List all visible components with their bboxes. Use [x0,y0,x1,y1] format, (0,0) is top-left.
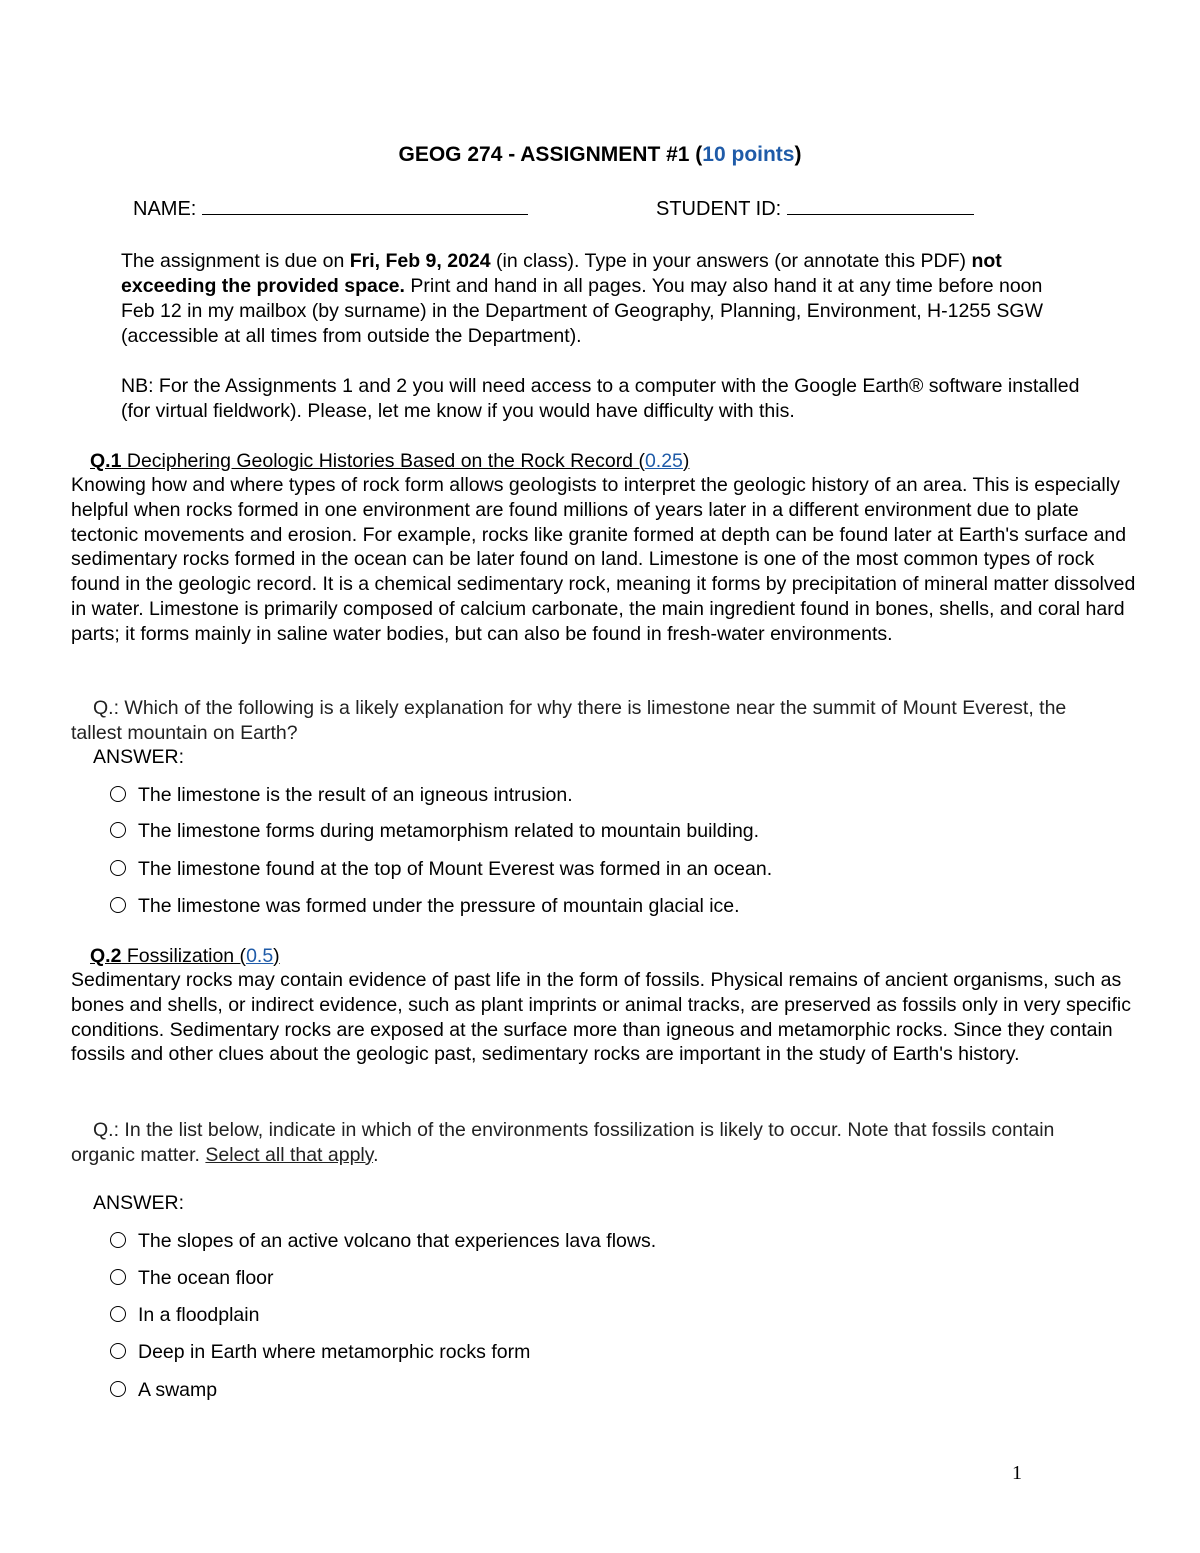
option-label: A swamp [138,1379,218,1401]
option-label: The limestone was formed under the pressure of mountain glacial ice. [138,895,740,917]
student-id-label: STUDENT ID: [656,198,782,220]
q1-title: Deciphering Geologic Histories Based on the Rock Record ( [121,450,645,472]
q1-question [71,696,1071,746]
radio-icon[interactable] [110,860,126,876]
intro-emphasis: not exceeding the provided space. [121,250,1002,297]
q1-heading [90,449,689,473]
q1-number: Q.1 [90,450,122,472]
q1-answer-label: ANSWER: [93,746,185,768]
radio-icon[interactable] [110,1381,126,1397]
page-title [0,143,1200,167]
intro-paragraph [121,249,1081,349]
q2-option-2[interactable] [110,1266,274,1290]
q2-question-text: Q.: In the list below, indicate in which of the environments fossilization is likely to occur. Note that fossils contain organic matter. [71,1119,1055,1166]
option-label: The limestone found at the top of Mount Everest was formed in an ocean. [138,858,773,880]
title-close: ) [794,143,802,166]
q1-question-text: Q.: Which of the following is a likely explanation for why there is limestone near the summit of Mount Everest, the tallest mountain on Earth? [71,697,1067,744]
q2-points: 0.5 [246,945,274,967]
q2-title: Fossilization ( [121,945,247,967]
radio-icon[interactable] [110,822,126,838]
q2-option-3[interactable] [110,1303,259,1327]
option-label: The limestone forms during metamorphism related to mountain building. [138,820,760,842]
student-id-field[interactable] [656,196,974,221]
q1-option-3[interactable] [110,857,772,881]
nb-paragraph: NB: For the Assignments 1 and 2 you will need access to a computer with the Google Earth® software installed (for virtual fieldwork). Please, let me know if you would have difficulty with this. [121,375,1080,422]
select-all-note: Select all that apply [205,1143,374,1166]
q2-question-end: . [373,1143,379,1166]
option-label: The limestone is the result of an igneous intrusion. [138,784,573,806]
q2-option-4[interactable] [110,1340,530,1364]
option-label: The slopes of an active volcano that experiences lava flows. [138,1230,657,1252]
intro-text-c: Print and hand in all pages. You may also hand it at any time before noon Feb 12 in my mailbox (by surname) in the Department of Geography, Planning, Environment, H-1255 SGW (accessible at all times from outside the Department). [121,275,1043,347]
q2-option-5[interactable] [110,1378,217,1402]
q2-body: Sedimentary rocks may contain evidence of past life in the form of fossils. Physical remains of ancient organisms, such as bones and shells, or indirect evidence, such as plant imprints or animal tracks, are preserved as fossils only in very specific conditions. Sedimentary rocks are exposed at the surface more than igneous and metamorphic rocks. Since they contain fossils and other clues about the geologic past, sedimentary rocks are important in the study of Earth's history. [71,969,1131,1066]
name-label: NAME: [133,198,197,220]
q2-question [71,1118,1121,1168]
option-label: Deep in Earth where metamorphic rocks form [138,1341,531,1363]
q1-option-1[interactable] [110,783,573,807]
q1-body: Knowing how and where types of rock form allows geologists to interpret the geologic history of an area. This is especially helpful when rocks formed in one environment are found millions of years later in a different environment due to plate tectonic movements and erosion. For example, rocks like granite formed at depth can be found later at Earth's surface and sedimentary rocks formed in the ocean can be later found on land. Limestone is one of the most common types of rock found in the geologic record. It is a chemical sedimentary rock, meaning it forms by precipitation of mineral matter dissolved in water. Limestone is primarily composed of calcium carbonate, the main ingredient found in bones, shells, and coral hard parts; it forms mainly in saline water bodies, but can also be found in fresh-water environments. [71,474,1136,645]
page-number: 1 [1012,1462,1022,1484]
option-label: The ocean floor [138,1267,274,1289]
q1-option-2[interactable] [110,819,759,843]
radio-icon[interactable] [110,1343,126,1359]
radio-icon[interactable] [110,1269,126,1285]
intro-text-b: (in class). Type in your answers (or annotate this PDF) [490,250,972,272]
q1-close: ) [682,450,690,472]
q2-option-1[interactable] [110,1229,656,1253]
q2-heading [90,944,280,968]
q1-points: 0.25 [644,450,683,472]
radio-icon[interactable] [110,897,126,913]
title-text: GEOG 274 - ASSIGNMENT #1 ( [398,143,703,166]
student-id-blank[interactable] [787,196,974,215]
option-label: In a floodplain [138,1304,260,1326]
q1-option-4[interactable] [110,894,740,918]
radio-icon[interactable] [110,1232,126,1248]
q2-answer-label: ANSWER: [93,1192,185,1214]
intro-text-a: The assignment is due on [121,250,350,272]
name-blank[interactable] [202,196,528,215]
due-date: Fri, Feb 9, 2024 [349,250,491,272]
q2-close: ) [273,945,280,967]
q2-number: Q.2 [90,945,122,967]
name-field[interactable] [133,196,528,221]
title-points: 10 points [702,143,795,166]
radio-icon[interactable] [110,786,126,802]
radio-icon[interactable] [110,1306,126,1322]
